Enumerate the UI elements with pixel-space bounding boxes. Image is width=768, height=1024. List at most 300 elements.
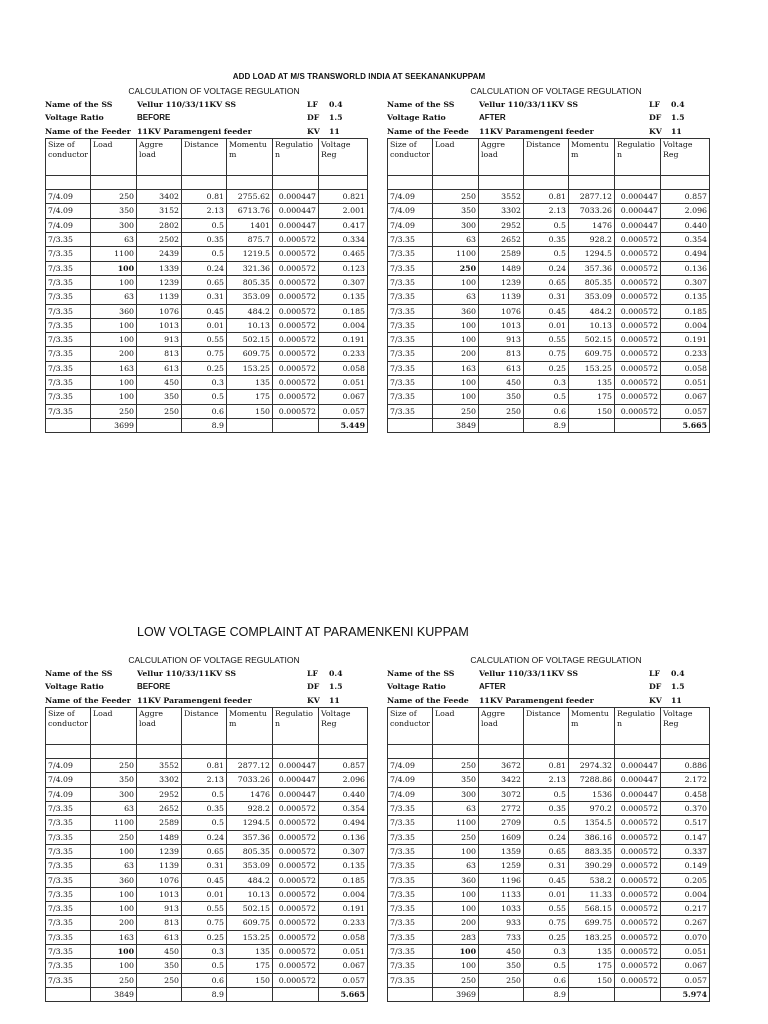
table-cell: 0.000447 — [615, 190, 661, 204]
table-cell: 100 — [433, 275, 479, 289]
column-header: Aggre load — [137, 707, 182, 744]
table-cell: 7/3.35 — [46, 318, 91, 332]
table-cell — [479, 987, 524, 1001]
table-cell: 7033.26 — [569, 204, 615, 218]
table-cell: 0.31 — [524, 290, 569, 304]
table-cell: 0.000572 — [273, 930, 319, 944]
table-cell: 0.000447 — [615, 759, 661, 773]
column-header: Distance — [182, 707, 227, 744]
table-cell: 0.000572 — [615, 973, 661, 987]
table-cell: 7/3.35 — [388, 930, 433, 944]
table-cell: 1294.5 — [227, 816, 273, 830]
table-cell: 0.000572 — [273, 318, 319, 332]
feeder-name-value: 11KV Paramengeni feeder — [479, 695, 594, 705]
table-cell: 733 — [479, 930, 524, 944]
table-cell: 450 — [137, 945, 182, 959]
table-cell: 100 — [433, 333, 479, 347]
column-header: Momentu m — [569, 707, 615, 744]
table-cell: 0.000447 — [273, 787, 319, 801]
table-cell: 283 — [433, 930, 479, 944]
table-cell: 7/3.35 — [46, 873, 91, 887]
table-cell — [479, 418, 524, 432]
calc-block-after-2 — [387, 654, 709, 1002]
voltage-ratio-value: BEFORE — [137, 682, 171, 692]
table-row — [46, 304, 368, 318]
table-cell: 1339 — [137, 261, 182, 275]
table-cell: 7/4.09 — [388, 190, 433, 204]
table-row — [46, 361, 368, 375]
table-cell: 0.000572 — [615, 959, 661, 973]
table-cell: 1354.5 — [569, 816, 615, 830]
table-cell: 613 — [479, 361, 524, 375]
total-row — [46, 987, 368, 1001]
table-cell: 0.000447 — [615, 204, 661, 218]
table-cell: 0.267 — [661, 916, 710, 930]
table-cell: 0.01 — [524, 887, 569, 901]
ss-name-value: Vellur 110/33/11KV SS — [479, 669, 579, 678]
table-cell: 0.136 — [661, 261, 710, 275]
table-cell: 0.067 — [319, 959, 368, 973]
table-cell: 7/3.35 — [46, 247, 91, 261]
table-cell: 100 — [433, 844, 479, 858]
voltage-ratio-label: Voltage Ratio — [387, 682, 446, 692]
table-cell: 0.35 — [524, 802, 569, 816]
lf-value: 0.4 — [329, 669, 343, 678]
table-cell: 7/3.35 — [46, 304, 91, 318]
table-row — [46, 218, 368, 232]
table-cell: 100 — [433, 887, 479, 901]
table-cell: 568.15 — [569, 902, 615, 916]
table-cell: 7/3.35 — [46, 361, 91, 375]
table-row — [388, 945, 710, 959]
table-cell: 933 — [479, 916, 524, 930]
table-cell: 0.465 — [319, 247, 368, 261]
table-cell: 0.000572 — [273, 361, 319, 375]
table-cell: 2.172 — [661, 773, 710, 787]
table-row — [46, 247, 368, 261]
voltage-regulation-table — [45, 138, 368, 433]
table-cell: 0.000447 — [615, 218, 661, 232]
table-cell: 7/4.09 — [388, 204, 433, 218]
table-cell: 0.051 — [661, 945, 710, 959]
table-cell: 2.13 — [524, 773, 569, 787]
table-cell: 0.35 — [182, 802, 227, 816]
table-cell — [433, 175, 479, 189]
table-cell: 502.15 — [227, 333, 273, 347]
table-cell: 484.2 — [227, 873, 273, 887]
table-cell — [137, 418, 182, 432]
table-cell — [46, 987, 91, 1001]
table-cell: 0.3 — [182, 945, 227, 959]
voltage-ratio-value: AFTER — [479, 113, 506, 123]
table-cell: 0.25 — [182, 361, 227, 375]
table-cell: 0.000572 — [615, 347, 661, 361]
table-cell: 0.01 — [524, 318, 569, 332]
table-row — [388, 175, 710, 189]
table-cell: 100 — [433, 902, 479, 916]
table-row — [388, 204, 710, 218]
table-cell: 0.857 — [661, 190, 710, 204]
table-cell: 0.5 — [182, 787, 227, 801]
table-cell: 0.057 — [661, 973, 710, 987]
table-cell: 0.354 — [661, 233, 710, 247]
table-cell: 1100 — [433, 816, 479, 830]
table-cell: 0.000572 — [615, 290, 661, 304]
table-cell: 0.185 — [319, 873, 368, 887]
table-cell: 7/3.35 — [46, 816, 91, 830]
table-row — [46, 802, 368, 816]
table-cell: 0.494 — [319, 816, 368, 830]
ss-name-value: Vellur 110/33/11KV SS — [137, 100, 237, 109]
table-cell: 0.004 — [661, 887, 710, 901]
table-cell: 805.35 — [227, 844, 273, 858]
df-label: DF — [649, 682, 662, 692]
table-cell: 7/3.35 — [388, 261, 433, 275]
table-cell: 0.000572 — [273, 247, 319, 261]
table-cell: 63 — [91, 859, 137, 873]
table-cell: 0.000572 — [273, 376, 319, 390]
table-cell: 250 — [91, 973, 137, 987]
table-cell: 7/4.09 — [46, 759, 91, 773]
table-cell: 250 — [479, 973, 524, 987]
table-cell: 0.35 — [524, 233, 569, 247]
table-row — [388, 247, 710, 261]
table-cell: 1489 — [137, 830, 182, 844]
table-cell: 7/3.35 — [46, 945, 91, 959]
table-cell: 0.004 — [319, 887, 368, 901]
table-cell: 0.000572 — [615, 361, 661, 375]
table-cell: 7/3.35 — [46, 404, 91, 418]
table-cell: 3969 — [433, 987, 479, 1001]
table-cell: 10.13 — [227, 887, 273, 901]
table-cell: 7/4.09 — [46, 787, 91, 801]
table-cell: 1139 — [479, 290, 524, 304]
table-cell: 175 — [569, 390, 615, 404]
total-row — [388, 418, 710, 432]
table-row — [388, 218, 710, 232]
table-cell: 1219.5 — [227, 247, 273, 261]
table-cell: 1294.5 — [569, 247, 615, 261]
table-row — [46, 233, 368, 247]
table-row — [388, 333, 710, 347]
table-cell: 0.5 — [524, 390, 569, 404]
table-cell — [273, 418, 319, 432]
table-cell — [388, 987, 433, 1001]
table-cell: 0.000572 — [615, 844, 661, 858]
table-cell — [569, 175, 615, 189]
table-cell: 63 — [433, 802, 479, 816]
table-cell: 813 — [137, 916, 182, 930]
df-value: 1.5 — [329, 113, 343, 123]
ss-name-label: Name of the SS — [45, 100, 113, 109]
table-cell: 2589 — [479, 247, 524, 261]
table-row — [388, 816, 710, 830]
table-cell: 250 — [91, 759, 137, 773]
table-header-row — [388, 707, 710, 744]
table-cell — [227, 418, 273, 432]
table-cell — [137, 987, 182, 1001]
feeder-name-label: Name of the Feede — [387, 695, 469, 705]
table-cell: 0.000572 — [273, 945, 319, 959]
table-cell: 7/3.35 — [46, 802, 91, 816]
voltage-ratio-label: Voltage Ratio — [387, 113, 446, 123]
voltage-ratio-row — [387, 111, 709, 124]
table-row — [46, 376, 368, 390]
table-cell: 0.6 — [182, 404, 227, 418]
table-cell: 250 — [433, 190, 479, 204]
table-cell: 5.974 — [661, 987, 710, 1001]
table-cell: 175 — [227, 390, 273, 404]
table-cell: 0.000572 — [273, 816, 319, 830]
table-cell: 300 — [91, 787, 137, 801]
table-cell: 0.25 — [524, 361, 569, 375]
table-cell: 913 — [137, 902, 182, 916]
table-cell: 7/3.35 — [388, 361, 433, 375]
column-header: Voltage Reg — [319, 707, 368, 744]
table-cell: 2589 — [137, 816, 182, 830]
calc-title: CALCULATION OF VOLTAGE REGULATION — [128, 86, 300, 96]
ss-name-row — [45, 667, 367, 680]
table-cell: 0.65 — [182, 275, 227, 289]
table-cell: 1239 — [137, 844, 182, 858]
table-cell: 200 — [91, 347, 137, 361]
table-cell: 2.13 — [182, 773, 227, 787]
df-label: DF — [307, 113, 320, 123]
table-cell: 100 — [91, 959, 137, 973]
table-cell: 350 — [433, 204, 479, 218]
table-cell: 100 — [433, 318, 479, 332]
table-cell: 0.307 — [319, 844, 368, 858]
table-cell: 3072 — [479, 787, 524, 801]
table-cell: 100 — [91, 333, 137, 347]
table-cell: 0.857 — [319, 759, 368, 773]
table-cell: 699.75 — [569, 916, 615, 930]
table-cell: 0.000572 — [273, 290, 319, 304]
column-header: Distance — [524, 707, 569, 744]
table-row — [388, 261, 710, 275]
table-cell: 0.135 — [661, 290, 710, 304]
table-cell — [273, 987, 319, 1001]
table-cell: 0.217 — [661, 902, 710, 916]
table-cell: 0.233 — [661, 347, 710, 361]
table-cell: 0.004 — [661, 318, 710, 332]
table-cell: 0.5 — [524, 959, 569, 973]
table-cell: 0.65 — [524, 275, 569, 289]
table-cell: 360 — [91, 304, 137, 318]
table-cell: 100 — [433, 945, 479, 959]
table-cell: 970.2 — [569, 802, 615, 816]
table-cell: 0.25 — [524, 930, 569, 944]
table-cell: 538.2 — [569, 873, 615, 887]
table-cell: 100 — [433, 390, 479, 404]
table-cell — [182, 175, 227, 189]
column-header: Momentu m — [569, 138, 615, 175]
calc-title: CALCULATION OF VOLTAGE REGULATION — [128, 655, 300, 665]
table-cell: 0.000572 — [273, 304, 319, 318]
table-cell — [91, 744, 137, 758]
table-row — [388, 787, 710, 801]
table-cell: 0.000447 — [273, 204, 319, 218]
table-cell — [569, 418, 615, 432]
table-cell: 7/4.09 — [46, 204, 91, 218]
table-cell: 200 — [433, 916, 479, 930]
table-cell: 7/3.35 — [388, 844, 433, 858]
table-cell: 2755.62 — [227, 190, 273, 204]
table-row — [46, 773, 368, 787]
table-row — [46, 275, 368, 289]
table-row — [388, 773, 710, 787]
kv-value: 11 — [329, 695, 340, 705]
kv-label: KV — [649, 695, 662, 705]
df-value: 1.5 — [671, 113, 685, 123]
table-cell: 0.058 — [319, 361, 368, 375]
table-cell: 0.000572 — [273, 916, 319, 930]
table-cell: 0.000572 — [615, 275, 661, 289]
table-cell: 0.75 — [524, 347, 569, 361]
calc-block-before-1 — [45, 85, 367, 433]
table-cell: 0.067 — [319, 390, 368, 404]
table-cell: 7/3.35 — [388, 816, 433, 830]
table-cell: 5.449 — [319, 418, 368, 432]
table-row — [388, 190, 710, 204]
table-cell: 7/3.35 — [388, 404, 433, 418]
column-header: Voltage Reg — [661, 707, 710, 744]
table-cell: 360 — [433, 304, 479, 318]
table-cell: 2652 — [137, 802, 182, 816]
feeder-name-row — [45, 125, 367, 138]
table-cell: 7/4.09 — [46, 190, 91, 204]
voltage-regulation-table — [387, 138, 710, 433]
table-cell: 0.233 — [319, 347, 368, 361]
table-cell: 163 — [91, 361, 137, 375]
table-cell: 2439 — [137, 247, 182, 261]
table-cell: 0.000572 — [615, 859, 661, 873]
table-cell: 353.09 — [227, 290, 273, 304]
table-cell: 2.13 — [524, 204, 569, 218]
column-header: Load — [433, 138, 479, 175]
table-cell: 0.6 — [182, 973, 227, 987]
table-cell: 613 — [137, 930, 182, 944]
table-cell: 0.067 — [661, 390, 710, 404]
table-cell: 2877.12 — [569, 190, 615, 204]
table-cell: 0.000572 — [615, 873, 661, 887]
table-row — [388, 275, 710, 289]
table-row — [388, 844, 710, 858]
table-cell: 100 — [91, 887, 137, 901]
table-cell — [137, 744, 182, 758]
table-cell: 0.185 — [661, 304, 710, 318]
table-cell: 1133 — [479, 887, 524, 901]
table-row — [388, 830, 710, 844]
table-cell: 390.29 — [569, 859, 615, 873]
table-cell: 2652 — [479, 233, 524, 247]
column-header: Regulatio n — [273, 138, 319, 175]
table-cell: 0.000572 — [273, 959, 319, 973]
ss-name-value: Vellur 110/33/11KV SS — [479, 100, 579, 109]
table-cell: 0.051 — [661, 376, 710, 390]
table-cell: 609.75 — [227, 347, 273, 361]
table-cell: 805.35 — [227, 275, 273, 289]
table-cell — [137, 175, 182, 189]
table-cell: 1139 — [137, 859, 182, 873]
table-cell: 1013 — [137, 318, 182, 332]
table-row — [46, 887, 368, 901]
table-cell: 153.25 — [569, 361, 615, 375]
table-cell: 63 — [91, 802, 137, 816]
table-cell: 0.31 — [524, 859, 569, 873]
table-row — [388, 361, 710, 375]
table-cell: 0.5 — [182, 247, 227, 261]
table-row — [46, 261, 368, 275]
table-cell: 0.6 — [524, 404, 569, 418]
table-row — [46, 333, 368, 347]
table-cell: 0.5 — [524, 787, 569, 801]
table-cell: 1359 — [479, 844, 524, 858]
table-cell: 300 — [91, 218, 137, 232]
table-cell: 7/3.35 — [46, 290, 91, 304]
table-cell: 1476 — [569, 218, 615, 232]
voltage-ratio-row — [45, 680, 367, 693]
table-cell: 2.096 — [319, 773, 368, 787]
voltage-ratio-label: Voltage Ratio — [45, 682, 104, 692]
table-cell: 7288.86 — [569, 773, 615, 787]
table-cell: 0.000572 — [273, 873, 319, 887]
table-row — [388, 390, 710, 404]
table-cell: 360 — [91, 873, 137, 887]
table-cell: 8.9 — [182, 418, 227, 432]
table-cell: 7/3.35 — [46, 844, 91, 858]
table-cell: 0.5 — [182, 959, 227, 973]
table-cell: 150 — [569, 973, 615, 987]
table-cell: 7/4.09 — [46, 218, 91, 232]
table-cell: 7/3.35 — [46, 261, 91, 275]
table-cell: 0.337 — [661, 844, 710, 858]
table-cell: 0.000447 — [273, 773, 319, 787]
lf-value: 0.4 — [671, 669, 685, 678]
table-cell — [46, 175, 91, 189]
column-header: Load — [433, 707, 479, 744]
table-cell: 813 — [479, 347, 524, 361]
table-cell: 883.35 — [569, 844, 615, 858]
table-cell: 3672 — [479, 759, 524, 773]
table-cell: 0.000572 — [615, 802, 661, 816]
table-cell: 1196 — [479, 873, 524, 887]
table-cell: 2709 — [479, 816, 524, 830]
table-row — [46, 390, 368, 404]
table-row — [46, 816, 368, 830]
table-row — [388, 902, 710, 916]
table-cell: 2877.12 — [227, 759, 273, 773]
table-cell: 0.01 — [182, 318, 227, 332]
voltage-regulation-table — [45, 707, 368, 1002]
table-cell: 0.000447 — [273, 218, 319, 232]
column-header: Size of conductor — [46, 707, 91, 744]
table-cell: 0.458 — [661, 787, 710, 801]
table-cell — [46, 418, 91, 432]
feeder-name-row — [387, 125, 709, 138]
table-cell: 0.45 — [524, 873, 569, 887]
kv-value: 11 — [329, 126, 340, 136]
df-value: 1.5 — [329, 682, 343, 692]
table-cell: 300 — [433, 787, 479, 801]
table-cell: 7/3.35 — [46, 275, 91, 289]
table-cell: 0.81 — [524, 190, 569, 204]
table-cell: 7/4.09 — [388, 787, 433, 801]
table-cell: 7/3.35 — [388, 902, 433, 916]
table-row — [388, 304, 710, 318]
table-cell: 0.135 — [319, 290, 368, 304]
table-cell: 0.136 — [319, 830, 368, 844]
